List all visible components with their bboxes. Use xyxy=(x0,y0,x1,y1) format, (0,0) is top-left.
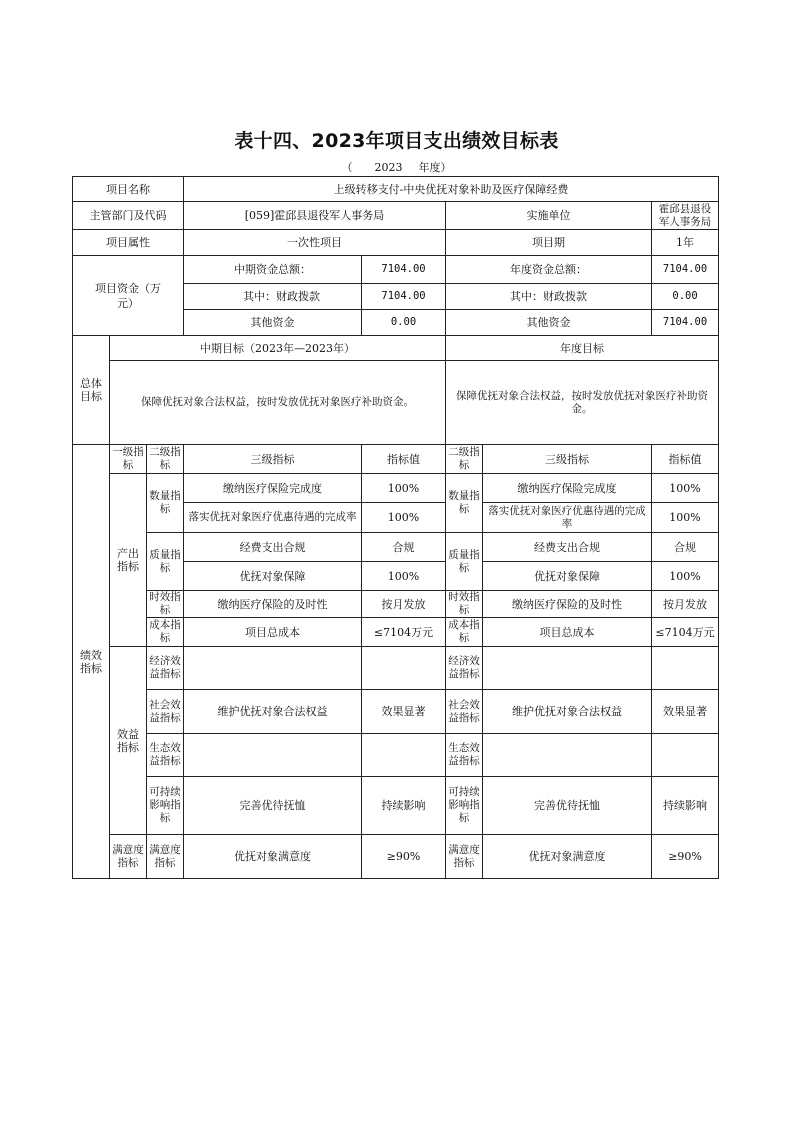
cost-indicator-label-year: 成本指标 xyxy=(446,618,483,647)
year-goal-header: 年度目标 xyxy=(446,336,719,361)
sustainability-1-name: 完善优待抚恤 xyxy=(184,777,362,835)
sustainability-1-name-year: 完善优待抚恤 xyxy=(483,777,652,835)
row-attribute xyxy=(73,230,719,256)
satisfaction-1-name-year: 优抚对象满意度 xyxy=(483,835,652,879)
timeliness-1-value-year: 按月发放 xyxy=(652,591,719,618)
row-indicator-headers xyxy=(73,445,719,474)
performance-indicators-label: 绩效指标 xyxy=(73,445,110,879)
timeliness-1-name-year: 缴纳医疗保险的及时性 xyxy=(483,591,652,618)
timeliness-1-value: 按月发放 xyxy=(362,591,446,618)
timeliness-indicator-label: 时效指标 xyxy=(147,591,184,618)
row-project-name xyxy=(73,177,719,202)
row-quantity-1 xyxy=(73,474,719,503)
quantity-2-value-year: 100% xyxy=(652,503,719,533)
funds-label: 项目资金（万元） xyxy=(73,256,184,336)
period-value: 1年 xyxy=(652,230,719,256)
overall-goal-label: 总体目标 xyxy=(73,336,110,445)
ecological-indicator-label: 生态效益指标 xyxy=(147,734,184,777)
attribute-value: 一次性项目 xyxy=(184,230,446,256)
year-other-value: 7104.00 xyxy=(652,310,719,336)
satisfaction-1-name: 优抚对象满意度 xyxy=(184,835,362,879)
quality-2-value-year: 100% xyxy=(652,562,719,591)
year-total-label: 年度资金总额： xyxy=(446,256,652,284)
quality-1-name-year: 经费支出合规 xyxy=(483,533,652,562)
row-ecological xyxy=(73,734,719,777)
satisfaction-1-value: ≥90% xyxy=(362,835,446,879)
cost-1-value-year: ≤7104万元 xyxy=(652,618,719,647)
value-header: 指标值 xyxy=(362,445,446,474)
row-timeliness xyxy=(73,591,719,618)
quantity-2-name: 落实优抚对象医疗优惠待遇的完成率 xyxy=(184,503,362,533)
mid-other-value: 0.00 xyxy=(362,310,446,336)
quality-1-value: 合规 xyxy=(362,533,446,562)
quantity-2-name-year: 落实优抚对象医疗优惠待遇的完成率 xyxy=(483,503,652,533)
effect-indicator-label: 效益指标 xyxy=(110,647,147,835)
mid-fiscal-value: 7104.00 xyxy=(362,284,446,310)
mid-fiscal-label: 其中：财政拨款 xyxy=(184,284,362,310)
year-other-label: 其他资金 xyxy=(446,310,652,336)
satisfaction-level2-label: 满意度指标 xyxy=(147,835,184,879)
sustainability-indicator-label-year: 可持续影响指标 xyxy=(446,777,483,835)
ecological-name xyxy=(184,734,362,777)
ecological-indicator-label-year: 生态效益指标 xyxy=(446,734,483,777)
social-1-value: 效果显著 xyxy=(362,690,446,734)
timeliness-1-name: 缴纳医疗保险的及时性 xyxy=(184,591,362,618)
project-name-label: 项目名称 xyxy=(73,177,184,202)
department-value: [059]霍邱县退役军人事务局 xyxy=(184,202,446,230)
mid-goal-text: 保障优抚对象合法权益，按时发放优抚对象医疗补助资金。 xyxy=(110,361,446,445)
economic-value-year xyxy=(652,647,719,690)
row-satisfaction xyxy=(73,835,719,879)
quantity-1-value-year: 100% xyxy=(652,474,719,503)
social-1-value-year: 效果显著 xyxy=(652,690,719,734)
level3-header: 三级指标 xyxy=(184,445,362,474)
value-header-year: 指标值 xyxy=(652,445,719,474)
level2-header: 二级指标 xyxy=(147,445,184,474)
year-fiscal-label: 其中：财政拨款 xyxy=(446,284,652,310)
quantity-indicator-label: 数量指标 xyxy=(147,474,184,533)
attribute-label: 项目属性 xyxy=(73,230,184,256)
quantity-2-value: 100% xyxy=(362,503,446,533)
economic-name-year xyxy=(483,647,652,690)
row-quality-1 xyxy=(73,533,719,562)
mid-goal-header: 中期目标（2023年—2023年） xyxy=(110,336,446,361)
quality-2-value: 100% xyxy=(362,562,446,591)
mid-total-value: 7104.00 xyxy=(362,256,446,284)
subtitle-open: （ xyxy=(341,161,353,174)
timeliness-indicator-label-year: 时效指标 xyxy=(446,591,483,618)
satisfaction-level2-label-year: 满意度指标 xyxy=(446,835,483,879)
mid-other-label: 其他资金 xyxy=(184,310,362,336)
performance-table xyxy=(72,176,719,879)
sustainability-1-value-year: 持续影响 xyxy=(652,777,719,835)
quantity-1-name: 缴纳医疗保险完成度 xyxy=(184,474,362,503)
project-name-value: 上级转移支付-中央优抚对象补助及医疗保障经费 xyxy=(184,177,719,202)
row-funds-total xyxy=(73,256,719,284)
sustainability-indicator-label: 可持续影响指标 xyxy=(147,777,184,835)
year-total-value: 7104.00 xyxy=(652,256,719,284)
implementer-label: 实施单位 xyxy=(446,202,652,230)
row-economic xyxy=(73,647,719,690)
social-indicator-label-year: 社会效益指标 xyxy=(446,690,483,734)
row-goal-texts xyxy=(73,361,719,445)
subtitle-year: 2023 xyxy=(374,161,403,174)
economic-value xyxy=(362,647,446,690)
year-fiscal-value: 0.00 xyxy=(652,284,719,310)
period-label: 项目期 xyxy=(446,230,652,256)
row-cost xyxy=(73,618,719,647)
year-goal-text: 保障优抚对象合法权益，按时发放优抚对象医疗补助资金。 xyxy=(446,361,719,445)
subtitle-suffix: 年度） xyxy=(418,161,452,174)
cost-1-name-year: 项目总成本 xyxy=(483,618,652,647)
quality-1-name: 经费支出合规 xyxy=(184,533,362,562)
quantity-indicator-label-year: 数量指标 xyxy=(446,474,483,533)
row-department xyxy=(73,202,719,230)
cost-indicator-label: 成本指标 xyxy=(147,618,184,647)
level3-header-year: 三级指标 xyxy=(483,445,652,474)
cost-1-name: 项目总成本 xyxy=(184,618,362,647)
ecological-value-year xyxy=(652,734,719,777)
economic-indicator-label-year: 经济效益指标 xyxy=(446,647,483,690)
quality-1-value-year: 合规 xyxy=(652,533,719,562)
quality-indicator-label-year: 质量指标 xyxy=(446,533,483,591)
page-title: 表十四、2023年项目支出绩效目标表 xyxy=(234,130,559,152)
sustainability-1-value: 持续影响 xyxy=(362,777,446,835)
economic-indicator-label: 经济效益指标 xyxy=(147,647,184,690)
quality-indicator-label: 质量指标 xyxy=(147,533,184,591)
quality-2-name: 优抚对象保障 xyxy=(184,562,362,591)
department-label: 主管部门及代码 xyxy=(73,202,184,230)
satisfaction-1-value-year: ≥90% xyxy=(652,835,719,879)
row-goal-headers xyxy=(73,336,719,361)
mid-total-label: 中期资金总额： xyxy=(184,256,362,284)
cost-1-value: ≤7104万元 xyxy=(362,618,446,647)
year-subtitle xyxy=(0,159,793,175)
ecological-name-year xyxy=(483,734,652,777)
level1-header: 一级指标 xyxy=(110,445,147,474)
social-1-name-year: 维护优抚对象合法权益 xyxy=(483,690,652,734)
row-sustainability xyxy=(73,777,719,835)
quantity-1-name-year: 缴纳医疗保险完成度 xyxy=(483,474,652,503)
quantity-1-value: 100% xyxy=(362,474,446,503)
social-1-name: 维护优抚对象合法权益 xyxy=(184,690,362,734)
implementer-value: 霍邱县退役军人事务局 xyxy=(652,202,719,230)
social-indicator-label: 社会效益指标 xyxy=(147,690,184,734)
level2-header-year: 二级指标 xyxy=(446,445,483,474)
output-indicator-label: 产出指标 xyxy=(110,474,147,647)
row-social xyxy=(73,690,719,734)
satisfaction-indicator-label: 满意度指标 xyxy=(110,835,147,879)
economic-name xyxy=(184,647,362,690)
quality-2-name-year: 优抚对象保障 xyxy=(483,562,652,591)
ecological-value xyxy=(362,734,446,777)
